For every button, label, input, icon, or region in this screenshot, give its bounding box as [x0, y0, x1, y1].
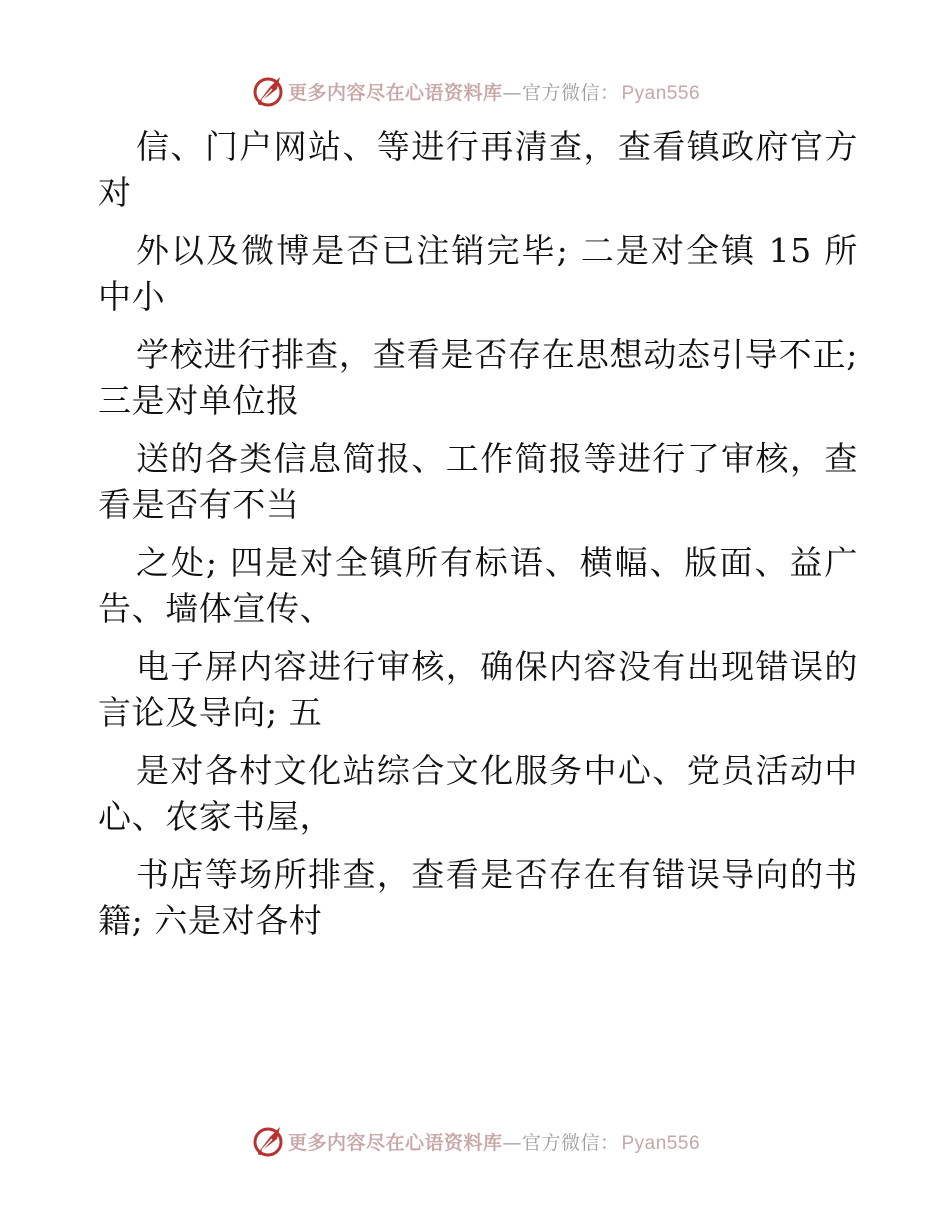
body-paragraph: 学校进行排查，查看是否存在思想动态引导不正; 三是对单位报 — [98, 335, 858, 420]
banner-site-text: 更多内容尽在心语资料库 — [287, 1131, 503, 1154]
body-paragraph: 外以及微博是否已注销完毕; 二是对全镇 15 所中小 — [98, 231, 858, 316]
footer-banner — [0, 1121, 950, 1161]
banner-wechat-label: 官方微信： — [521, 1131, 620, 1154]
banner-text — [288, 78, 700, 105]
quill-pen-logo-icon — [250, 1123, 286, 1159]
banner-wechat-account: Pyan556 — [621, 1132, 701, 1154]
body-paragraph: 送的各类信息简报、工作简报等进行了审核，查看是否有不当 — [98, 439, 858, 524]
body-paragraph: 之处; 四是对全镇所有标语、横幅、版面、益广告、墙体宣传、 — [98, 543, 858, 628]
body-paragraph: 是对各村文化站综合文化服务中心、党员活动中心、农家书屋， — [98, 751, 858, 836]
quill-pen-logo-icon — [250, 73, 286, 109]
document-body — [98, 124, 858, 956]
banner-wechat-label: 官方微信： — [521, 81, 620, 104]
body-paragraph: 电子屏内容进行审核，确保内容没有出现错误的言论及导向; 五 — [98, 647, 858, 732]
banner-wechat-account: Pyan556 — [621, 82, 701, 104]
banner-text — [288, 1128, 700, 1155]
header-banner — [0, 71, 950, 111]
banner-separator: — — [502, 1131, 522, 1154]
body-paragraph: 书店等场所排查，查看是否存在有错误导向的书籍; 六是对各村 — [98, 855, 858, 940]
banner-site-text: 更多内容尽在心语资料库 — [287, 81, 503, 104]
banner-separator: — — [502, 81, 522, 104]
body-paragraph: 信、门户网站、等进行再清查，查看镇政府官方对 — [98, 127, 858, 212]
